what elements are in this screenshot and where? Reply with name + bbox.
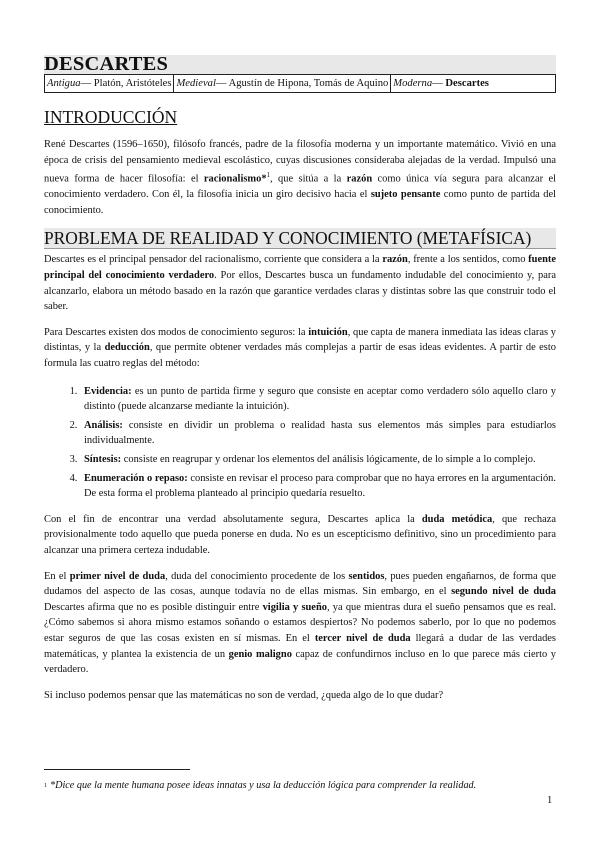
intro-paragraph	[44, 137, 556, 218]
page-title: DESCARTES	[44, 53, 169, 75]
text: , ya que mientras dura el sueño pensamos que es real. ¿Cómo sabemos si ahora mismo estamos soñando o estamos despiertos? No podemos saberlo, por lo que no podemos estar seguros de que las cosas existen en sí mismas. En el	[44, 601, 556, 644]
text: En el	[44, 570, 70, 582]
period-strong: Descartes	[445, 78, 489, 89]
text: , que sitúa a la	[270, 173, 347, 185]
rule-text: es un punto de partida firme y seguro que consiste en aceptar como verdadero sólo aquello claro y distinto (puede alcanzarse mediante la intuición).	[84, 385, 556, 413]
list-item	[80, 384, 556, 415]
text: como punto de partida del conocimiento.	[44, 189, 556, 216]
period-label: Moderna	[393, 78, 433, 89]
footnote-rule	[44, 769, 190, 770]
period-label: Medieval	[176, 78, 216, 89]
footnote-marker: 1	[44, 783, 47, 789]
bold-term: vigilia y sueño	[262, 601, 327, 613]
bold-term: sentidos	[348, 570, 385, 582]
footnote-ref[interactable]: 1	[266, 171, 271, 180]
document-page	[44, 55, 556, 703]
text: Descartes es el principal pensador del racionalismo, corriente que considera a la	[44, 254, 383, 266]
bold-term: duda metódica	[421, 513, 493, 525]
bold-term: racionalismo*	[203, 173, 267, 185]
rule-term: Evidencia:	[84, 385, 132, 397]
text: Para Descartes existen dos modos de conocimiento seguros: la	[44, 326, 309, 338]
bold-term: primer nivel de duda	[69, 570, 166, 582]
period-text: —	[432, 78, 446, 89]
period-antigua	[45, 75, 174, 92]
periods-table	[44, 75, 556, 93]
bold-term: razón	[346, 173, 373, 185]
period-text: — Platón, Aristóteles	[80, 78, 172, 89]
text: como única vía segura para alcanzar el conocimiento verdadero. Con él, la filosofía inicia un giro decisivo hacia el	[44, 173, 556, 201]
bold-term: tercer nivel de duda	[314, 632, 411, 644]
list-item	[80, 418, 556, 449]
rule-term: Enumeración o repaso:	[84, 472, 188, 484]
bold-term: fuente principal del conocimiento verdadero	[44, 254, 556, 282]
text: , duda del conocimiento procedente de los	[165, 570, 349, 582]
section-paragraph-2	[44, 325, 556, 372]
period-medieval	[174, 75, 391, 92]
section-heading: PROBLEMA DE REALIDAD Y CONOCIMIENTO (METAFÍSICA)	[44, 228, 556, 249]
text: . Por ellos, Descartes busca un fundamento indudable del conocimiento y, para alcanzarlo, elabora un método basado en la razón que garantice verdades claras y distintas sobre las que construir todo el saber.	[44, 270, 556, 313]
text: capaz de confundirnos incluso en lo que parece más cierto y verdadero.	[44, 648, 556, 676]
bold-term: genio maligno	[228, 648, 292, 660]
footnote	[44, 779, 556, 793]
rule-text: consiste en dividir un problema o realidad hasta sus elementos más simples para estudiarlos individualmente.	[84, 419, 556, 447]
list-item	[80, 452, 556, 468]
footnote-text: *Dice que la mente humana posee ideas innatas y usa la deducción lógica para comprender la realidad.	[50, 780, 477, 791]
bold-term: deducción	[104, 342, 150, 354]
page-number: 1	[547, 795, 553, 806]
period-label: Antigua	[47, 78, 81, 89]
bold-term: sujeto pensante	[370, 189, 441, 201]
section-paragraph-5: Si incluso podemos pensar que las matemáticas no son de verdad, ¿queda algo de lo que dudar?	[44, 689, 444, 701]
list-item	[80, 471, 556, 502]
intro-heading: INTRODUCCIÓN	[44, 107, 178, 127]
text: , que permite obtener verdades más complejas a partir de esas ideas evidentes. A partir de esto formula las cuatro reglas del método:	[44, 342, 556, 370]
section-paragraph-4	[44, 569, 556, 678]
text: Con el fin de encontrar una verdad absolutamente segura, Descartes aplica la	[44, 513, 422, 525]
method-rules-list	[44, 384, 556, 502]
text: René Descartes (1596–1650), filósofo francés, padre de la filosofía moderna y un importante matemático. Vivió en una época de crisis del pensamiento medieval escolástico, cuyas discusiones consideraba alejadas de la verdad. Impulsó una nueva forma de hacer filosofía: el	[44, 139, 556, 185]
text: , que capta de manera inmediata las ideas claras y distintas, y la	[44, 326, 556, 354]
text: Descartes afirma que no es posible distinguir entre	[44, 601, 263, 613]
bold-term: intuición	[308, 326, 348, 338]
text: , que rechaza provisionalmente todo aquello que pueda ponerse en duda. No es un escepticismo definitivo, sino un procedimiento para alcanzar una primera certeza indudable.	[44, 513, 556, 556]
text: , pues pueden engañarnos, de forma que dudamos del aspecto de las cosas, aunque todavía no de ellas mismas. Sin embargo, en el	[44, 570, 556, 598]
rule-term: Síntesis:	[84, 453, 122, 465]
bold-term: segundo nivel de duda	[451, 586, 556, 598]
period-moderna	[391, 75, 555, 92]
text: , frente a los sentidos, como	[407, 254, 529, 266]
rule-term: Análisis:	[84, 419, 123, 431]
rule-text: consiste en reagrupar y ordenar los elementos del análisis lógicamente, de lo simple a lo complejo.	[121, 453, 536, 465]
period-text: — Agustín de Hipona, Tomás de Aquino	[215, 78, 389, 89]
text: llegará a dudar de las verdades matemáticas, y plantea la existencia de un	[44, 632, 556, 660]
section-paragraph-1	[44, 252, 556, 314]
title-bar	[44, 55, 556, 75]
bold-term: razón	[382, 254, 408, 266]
rule-text: consiste en revisar el proceso para comprobar que no haya errores en la argumentación. De esta forma el problema planteado al principio quedaría resuelto.	[84, 472, 556, 500]
section-paragraph-3	[44, 512, 556, 559]
